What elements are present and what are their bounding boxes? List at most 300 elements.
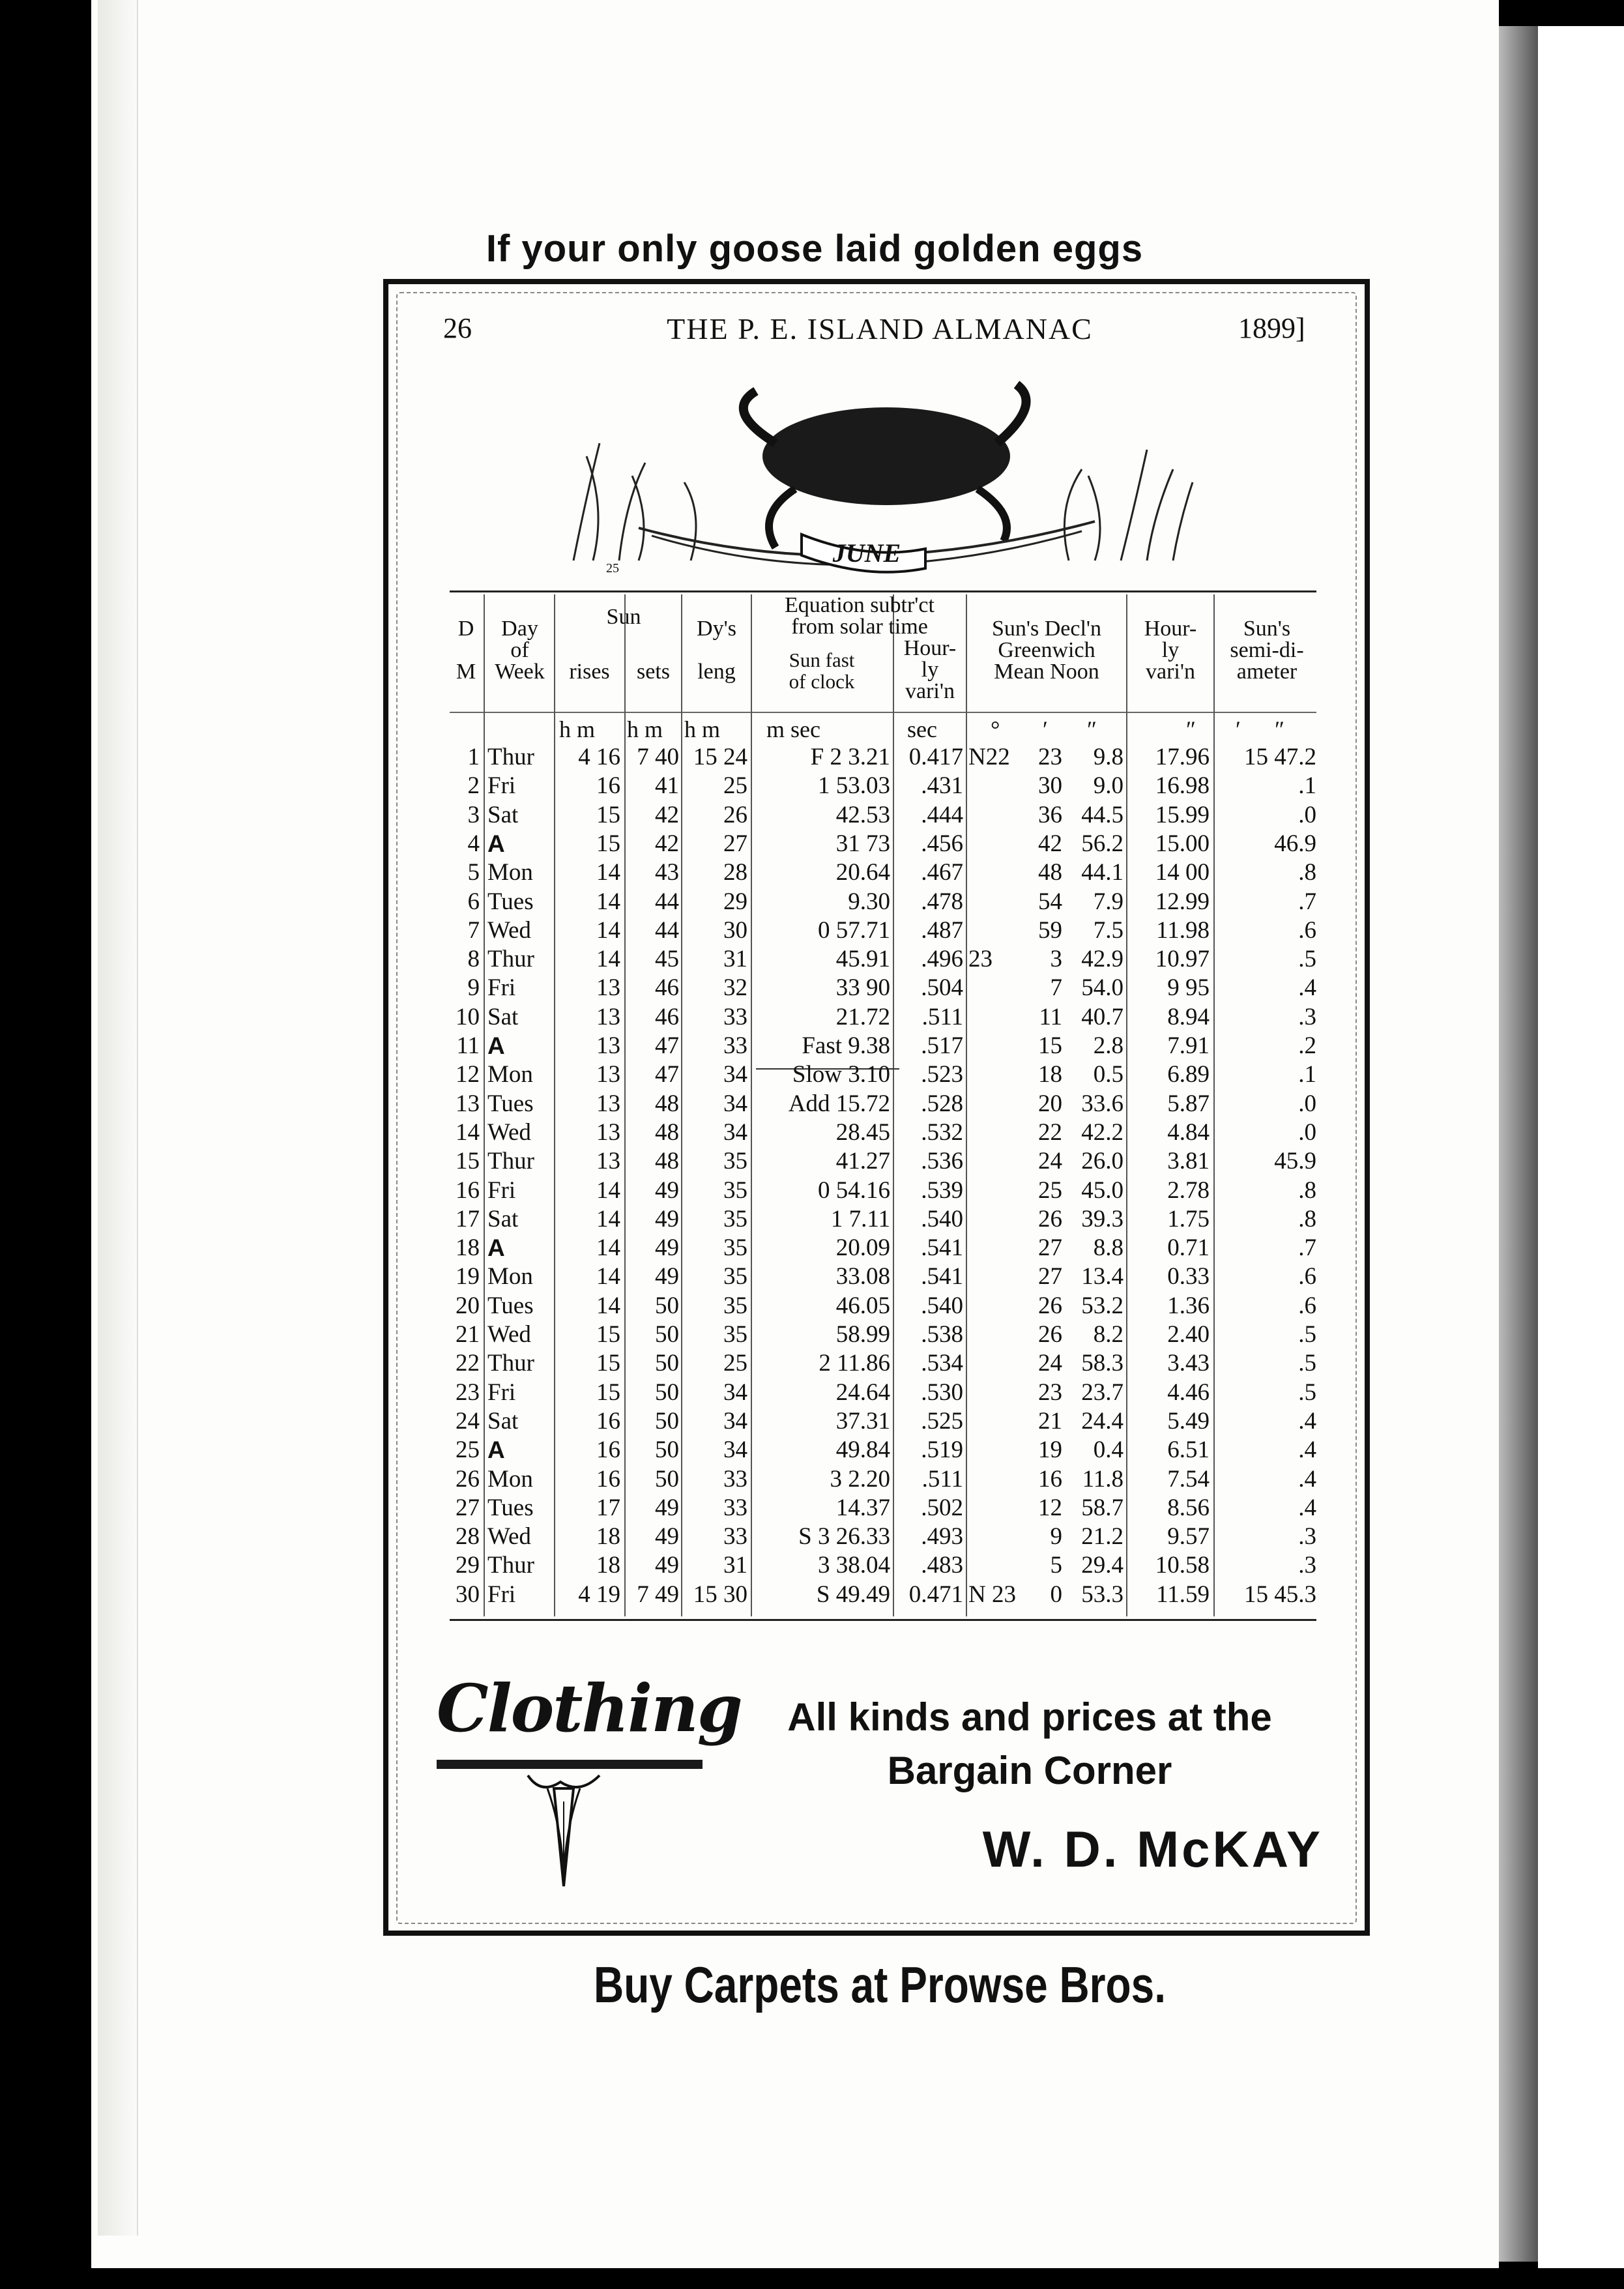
- banner-month-label: JUNE: [832, 538, 901, 568]
- cell-hourly-variation: 7.54: [1167, 1465, 1210, 1493]
- cell-sunrise: 18: [596, 1552, 620, 1579]
- cell-semi-diameter: .5: [1298, 1321, 1316, 1348]
- cell-sunset: 45: [655, 946, 679, 973]
- cell-sunrise: 14: [596, 1263, 620, 1290]
- pen-nib-icon: [521, 1769, 606, 1899]
- cell-sunset: 7 40: [637, 744, 679, 770]
- cell-decl-minutes: 36: [1038, 801, 1062, 828]
- cell-decl-minutes: 30: [1038, 772, 1062, 800]
- cell-decl-minutes: 19: [1038, 1436, 1062, 1464]
- cell-day-length: 34: [723, 1061, 747, 1088]
- page-binding-edge: [98, 0, 138, 2236]
- cell-sunrise: 15: [596, 830, 620, 857]
- cell-day: 12: [456, 1061, 480, 1088]
- cell-semi-diameter: .8: [1298, 1205, 1316, 1232]
- cell-equation-hourly: .496: [921, 946, 963, 973]
- cell-equation-hourly: .540: [921, 1292, 963, 1319]
- cell-day: 18: [456, 1234, 480, 1262]
- cell-equation-hourly: .538: [921, 1321, 963, 1348]
- cell-semi-diameter: .0: [1298, 801, 1316, 828]
- unit-day-length: h m: [684, 716, 721, 742]
- cell-equation: 3 38.04: [818, 1552, 890, 1579]
- unit-semi-sec: ″: [1275, 716, 1284, 742]
- cell-weekday: Wed: [487, 916, 531, 944]
- cell-day: 24: [456, 1407, 480, 1435]
- cell-sunset: 49: [655, 1552, 679, 1579]
- cell-sunrise: 17: [596, 1494, 620, 1521]
- cell-equation: 58.99: [835, 1321, 890, 1348]
- cell-equation-hourly: .517: [921, 1032, 963, 1059]
- cell-semi-diameter: .3: [1298, 1523, 1316, 1551]
- cell-day: 2: [467, 772, 480, 800]
- cell-semi-diameter: .3: [1298, 1003, 1316, 1030]
- cell-semi-diameter: .6: [1298, 1263, 1316, 1290]
- cell-decl-seconds: 9.0: [1093, 772, 1124, 800]
- cell-decl-minutes: 26: [1038, 1205, 1062, 1232]
- page-number: 26: [443, 312, 472, 344]
- cell-weekday: A: [487, 830, 505, 857]
- cell-day-length: 30: [723, 916, 747, 944]
- cell-day-length: 34: [723, 1118, 747, 1146]
- cell-semi-diameter: .2: [1298, 1032, 1316, 1059]
- bottom-advertisement: Buy Carpets at Prowse Bros.: [594, 1956, 1166, 2013]
- cell-day: 28: [456, 1523, 480, 1551]
- cell-equation-hourly: .540: [921, 1205, 963, 1232]
- table-bottom-rule: [450, 1619, 1316, 1621]
- cell-day-length: 29: [723, 888, 747, 915]
- cell-equation: 1 7.11: [830, 1205, 890, 1232]
- table-top-rule: [450, 590, 1316, 592]
- cell-hourly-variation: 0.33: [1167, 1263, 1210, 1290]
- cell-hourly-variation: 10.97: [1155, 946, 1210, 973]
- cell-day-length: 34: [723, 1378, 747, 1406]
- cell-equation: 9.30: [848, 888, 890, 915]
- cell-sunset: 48: [655, 1090, 679, 1117]
- header-day-of-week: Day of Week: [495, 617, 545, 684]
- cell-hourly-variation: 3.81: [1167, 1148, 1210, 1175]
- cell-decl-minutes: 26: [1038, 1321, 1062, 1348]
- cell-sunset: 49: [655, 1176, 679, 1204]
- cell-day: 17: [456, 1205, 480, 1232]
- cell-decl-minutes: 9: [1050, 1523, 1062, 1551]
- cell-decl-seconds: 7.9: [1093, 888, 1124, 915]
- cell-decl-minutes: 23: [1038, 1378, 1062, 1406]
- cell-day: 21: [456, 1321, 480, 1348]
- cell-equation-hourly: .536: [921, 1148, 963, 1175]
- cell-day: 7: [467, 916, 480, 944]
- cell-sunset: 47: [655, 1032, 679, 1059]
- cell-decl-minutes: 24: [1038, 1148, 1062, 1175]
- cell-decl-minutes: 21: [1038, 1407, 1062, 1435]
- cell-day: 19: [456, 1263, 480, 1290]
- cell-decl-minutes: 27: [1038, 1234, 1062, 1262]
- cell-sunrise: 14: [596, 888, 620, 915]
- cell-day-length: 34: [723, 1090, 747, 1117]
- banner-small-number: 25: [606, 561, 619, 576]
- cell-sunrise: 14: [596, 946, 620, 973]
- header-day-of-month: D M: [456, 617, 476, 684]
- cell-decl-seconds: 58.3: [1081, 1350, 1124, 1377]
- cell-weekday: Fri: [487, 1581, 516, 1608]
- cell-day-length: 27: [723, 830, 747, 857]
- unit-minutes: ′: [1043, 716, 1048, 742]
- cell-decl-seconds: 33.6: [1081, 1090, 1124, 1117]
- cell-sunset: 49: [655, 1263, 679, 1290]
- cell-sunrise: 14: [596, 1234, 620, 1262]
- cell-decl-seconds: 7.5: [1093, 916, 1124, 944]
- cell-hourly-variation: 3.43: [1167, 1350, 1210, 1377]
- cell-weekday: Fri: [487, 1378, 516, 1406]
- cell-equation-hourly: .534: [921, 1350, 963, 1377]
- next-page-strip: [1538, 26, 1624, 2268]
- header-sun-fast: Sun fast of clock: [789, 649, 855, 693]
- cell-equation: 0 57.71: [818, 916, 890, 944]
- cell-equation: 49.84: [835, 1436, 890, 1464]
- cell-sunrise: 16: [596, 1465, 620, 1493]
- cell-hourly-variation: 0.71: [1167, 1234, 1210, 1262]
- cell-sunset: 42: [655, 801, 679, 828]
- cell-hourly-variation: 10.58: [1155, 1552, 1210, 1579]
- cell-equation: 37.31: [835, 1407, 890, 1435]
- cell-sunrise: 18: [596, 1523, 620, 1551]
- cell-weekday: Tues: [487, 888, 534, 915]
- cell-sunrise: 16: [596, 1436, 620, 1464]
- cell-hourly-variation: 4.84: [1167, 1118, 1210, 1146]
- cell-semi-diameter: 15 47.2: [1244, 744, 1316, 770]
- cell-day: 3: [467, 801, 480, 828]
- cell-hourly-variation: 6.89: [1167, 1061, 1210, 1088]
- cell-day: 5: [467, 859, 480, 886]
- cell-sunset: 43: [655, 859, 679, 886]
- cell-decl-seconds: 29.4: [1081, 1552, 1124, 1579]
- cell-sunset: 50: [655, 1436, 679, 1464]
- cell-sunset: 44: [655, 916, 679, 944]
- cell-sunrise: 13: [596, 1032, 620, 1059]
- cell-decl-minutes: 59: [1038, 916, 1062, 944]
- cell-decl-minutes: 48: [1038, 859, 1062, 886]
- cell-sunset: 49: [655, 1234, 679, 1262]
- cell-decl-degrees: N 23: [968, 1581, 1016, 1608]
- cell-hourly-variation: 11.59: [1156, 1581, 1210, 1608]
- cell-decl-seconds: 0.5: [1093, 1061, 1124, 1088]
- cell-sunrise: 14: [596, 916, 620, 944]
- cell-hourly-variation: 16.98: [1155, 772, 1210, 800]
- cell-sunrise: 13: [596, 1061, 620, 1088]
- cell-equation: Slow 3.10: [792, 1061, 890, 1088]
- cell-day-length: 33: [723, 1003, 747, 1030]
- cell-sunrise: 13: [596, 974, 620, 1002]
- cell-semi-diameter: .0: [1298, 1090, 1316, 1117]
- cell-hourly-variation: 2.78: [1167, 1176, 1210, 1204]
- cell-day-length: 35: [723, 1263, 747, 1290]
- cell-sunset: 48: [655, 1118, 679, 1146]
- cell-sunrise: 16: [596, 772, 620, 800]
- cell-equation: 33 90: [835, 974, 890, 1002]
- cell-decl-seconds: 23.7: [1081, 1378, 1124, 1406]
- cell-sunset: 50: [655, 1465, 679, 1493]
- cell-equation: 28.45: [835, 1118, 890, 1146]
- cell-sunrise: 4 16: [578, 744, 620, 770]
- cell-equation-hourly: .431: [921, 772, 963, 800]
- cell-day: 23: [456, 1378, 480, 1406]
- cell-sunset: 48: [655, 1148, 679, 1175]
- cell-day-length: 35: [723, 1234, 747, 1262]
- cell-decl-minutes: 42: [1038, 830, 1062, 857]
- cell-sunrise: 14: [596, 1205, 620, 1232]
- cell-day-length: 35: [723, 1321, 747, 1348]
- cell-sunrise: 13: [596, 1118, 620, 1146]
- cell-equation: 20.09: [835, 1234, 890, 1262]
- cell-day: 6: [467, 888, 480, 915]
- cell-decl-minutes: 0: [1050, 1581, 1062, 1608]
- cell-semi-diameter: .8: [1298, 859, 1316, 886]
- cell-weekday: Sat: [487, 1205, 519, 1232]
- cell-day: 26: [456, 1465, 480, 1493]
- cell-hourly-variation: 2.40: [1167, 1321, 1210, 1348]
- unit-degrees: °: [991, 716, 1000, 742]
- cell-decl-seconds: 11.8: [1082, 1465, 1124, 1493]
- cell-day: 25: [456, 1436, 480, 1464]
- cell-sunrise: 14: [596, 1176, 620, 1204]
- cell-day: 15: [456, 1148, 480, 1175]
- cell-hourly-variation: 8.94: [1167, 1003, 1210, 1030]
- cell-day-length: 15 30: [693, 1581, 747, 1608]
- cell-decl-seconds: 24.4: [1081, 1407, 1124, 1435]
- cell-day: 20: [456, 1292, 480, 1319]
- cell-decl-seconds: 40.7: [1081, 1003, 1124, 1030]
- cell-day: 14: [456, 1118, 480, 1146]
- cell-day: 1: [467, 744, 480, 770]
- cell-equation-hourly: .467: [921, 859, 963, 886]
- cell-day: 22: [456, 1350, 480, 1377]
- column-divider: [966, 594, 967, 1616]
- unit-sets: h m: [627, 716, 663, 742]
- cell-decl-minutes: 5: [1050, 1552, 1062, 1579]
- column-divider: [751, 594, 752, 1616]
- cell-sunset: 44: [655, 888, 679, 915]
- cell-day: 11: [456, 1032, 480, 1059]
- cell-hourly-variation: 9.57: [1167, 1523, 1210, 1551]
- cell-sunrise: 13: [596, 1090, 620, 1117]
- cell-sunrise: 15: [596, 801, 620, 828]
- cell-decl-seconds: 56.2: [1081, 830, 1124, 857]
- cell-equation-hourly: .511: [921, 1003, 963, 1030]
- cell-day: 29: [456, 1552, 480, 1579]
- cell-decl-minutes: 12: [1038, 1494, 1062, 1521]
- cell-equation: 33.08: [835, 1263, 890, 1290]
- cell-decl-minutes: 7: [1050, 974, 1062, 1002]
- cell-semi-diameter: .8: [1298, 1176, 1316, 1204]
- cell-sunset: 47: [655, 1061, 679, 1088]
- cell-sunrise: 16: [596, 1407, 620, 1435]
- cell-equation: Add 15.72: [788, 1090, 890, 1117]
- cell-semi-diameter: 15 45.3: [1244, 1581, 1316, 1608]
- cell-decl-seconds: 45.0: [1081, 1176, 1124, 1204]
- cell-weekday: Fri: [487, 772, 516, 800]
- cell-semi-diameter: .5: [1298, 1350, 1316, 1377]
- cell-equation: 41.27: [835, 1148, 890, 1175]
- cell-sunrise: 15: [596, 1321, 620, 1348]
- cell-semi-diameter: .6: [1298, 1292, 1316, 1319]
- cell-day-length: 28: [723, 859, 747, 886]
- cell-day-length: 35: [723, 1205, 747, 1232]
- cell-decl-seconds: 54.0: [1081, 974, 1124, 1002]
- cell-equation-hourly: .525: [921, 1407, 963, 1435]
- cell-day-length: 34: [723, 1407, 747, 1435]
- cell-weekday: A: [487, 1234, 505, 1262]
- cell-equation-hourly: .487: [921, 916, 963, 944]
- cell-semi-diameter: 46.9: [1274, 830, 1316, 857]
- clothing-underline: [437, 1760, 703, 1769]
- cell-day-length: 33: [723, 1465, 747, 1493]
- cell-decl-minutes: 20: [1038, 1090, 1062, 1117]
- cell-semi-diameter: .4: [1298, 1407, 1316, 1435]
- cell-sunrise: 15: [596, 1378, 620, 1406]
- cell-decl-seconds: 26.0: [1081, 1148, 1124, 1175]
- june-crab-illustration: [560, 365, 1206, 580]
- cell-weekday: Wed: [487, 1321, 531, 1348]
- cell-weekday: Thur: [487, 946, 534, 973]
- cell-semi-diameter: .7: [1298, 1234, 1316, 1262]
- cell-sunset: 46: [655, 1003, 679, 1030]
- cell-sunset: 42: [655, 830, 679, 857]
- cell-weekday: Tues: [487, 1090, 534, 1117]
- cell-equation-hourly: .483: [921, 1552, 963, 1579]
- cell-hourly-variation: 4.46: [1167, 1378, 1210, 1406]
- cell-day: 4: [467, 830, 480, 857]
- cell-equation-hourly: .541: [921, 1234, 963, 1262]
- header-declination: Sun's Decl'n Greenwich Mean Noon: [991, 617, 1102, 684]
- cell-day: 10: [456, 1003, 480, 1030]
- cell-equation: 20.64: [835, 859, 890, 886]
- cell-equation-hourly: .502: [921, 1494, 963, 1521]
- cell-sunset: 50: [655, 1407, 679, 1435]
- cell-equation-hourly: .511: [921, 1465, 963, 1493]
- table-header-rule: [450, 712, 1316, 713]
- cell-sunset: 50: [655, 1378, 679, 1406]
- cell-equation: S 49.49: [816, 1581, 890, 1608]
- cell-equation: 45.91: [835, 946, 890, 973]
- cell-sunrise: 13: [596, 1003, 620, 1030]
- cell-equation: F 2 3.21: [810, 744, 890, 770]
- ad-merchant-name: W. D. McKAY: [982, 1820, 1323, 1878]
- cell-sunset: 50: [655, 1321, 679, 1348]
- cell-weekday: Thur: [487, 1148, 534, 1175]
- cell-day-length: 25: [723, 1350, 747, 1377]
- cell-decl-seconds: 58.7: [1081, 1494, 1124, 1521]
- column-divider: [484, 594, 485, 1616]
- cell-equation-hourly: .456: [921, 830, 963, 857]
- cell-weekday: A: [487, 1436, 505, 1464]
- cell-decl-seconds: 9.8: [1093, 744, 1124, 770]
- almanac-title: THE P. E. ISLAND ALMANAC: [667, 312, 1093, 345]
- cell-decl-seconds: 21.2: [1081, 1523, 1124, 1551]
- ad-line-1: All kinds and prices at the: [787, 1695, 1272, 1739]
- cell-semi-diameter: .4: [1298, 974, 1316, 1002]
- cell-equation: 14.37: [835, 1494, 890, 1521]
- cell-semi-diameter: .4: [1298, 1494, 1316, 1521]
- cell-weekday: A: [487, 1032, 505, 1059]
- cell-day-length: 25: [723, 772, 747, 800]
- cell-decl-minutes: 15: [1038, 1032, 1062, 1059]
- cell-equation: 2 11.86: [819, 1350, 890, 1377]
- unit-equation: m sec: [766, 716, 820, 742]
- cell-decl-seconds: 39.3: [1081, 1205, 1124, 1232]
- cell-semi-diameter: .1: [1298, 1061, 1316, 1088]
- unit-hourly-sec: sec: [907, 716, 937, 742]
- clothing-ad-title: Clothing: [437, 1670, 742, 1747]
- cell-equation-hourly: .478: [921, 888, 963, 915]
- cell-decl-degrees: 23: [968, 946, 993, 973]
- cell-hourly-variation: 5.87: [1167, 1090, 1210, 1117]
- header-equation: Equation subtr'ct from solar time: [785, 593, 935, 639]
- cell-hourly-variation: 12.99: [1155, 888, 1210, 915]
- cell-semi-diameter: 45.9: [1274, 1148, 1316, 1175]
- cell-equation: 42.53: [835, 801, 890, 828]
- header-day-length: Dy's leng: [697, 617, 736, 684]
- cell-decl-minutes: 25: [1038, 1176, 1062, 1204]
- header-sun-rises: rises: [569, 660, 610, 684]
- header-hourly-variation: Hour- ly vari'n: [1144, 617, 1197, 684]
- cell-day-length: 35: [723, 1292, 747, 1319]
- cell-semi-diameter: .4: [1298, 1465, 1316, 1493]
- cell-semi-diameter: .3: [1298, 1552, 1316, 1579]
- cell-decl-seconds: 53.3: [1081, 1581, 1124, 1608]
- cell-decl-seconds: 42.9: [1081, 946, 1124, 973]
- cell-weekday: Wed: [487, 1523, 531, 1551]
- cell-decl-degrees: N22: [968, 744, 1010, 770]
- cell-equation-hourly: .504: [921, 974, 963, 1002]
- cell-weekday: Thur: [487, 1350, 534, 1377]
- cell-equation: 1 53.03: [818, 772, 890, 800]
- cell-semi-diameter: .6: [1298, 916, 1316, 944]
- cell-equation-hourly: .532: [921, 1118, 963, 1146]
- cell-hourly-variation: 17.96: [1155, 744, 1210, 770]
- cell-weekday: Sat: [487, 1407, 519, 1435]
- cell-sunset: 46: [655, 974, 679, 1002]
- cell-equation: 24.64: [835, 1378, 890, 1406]
- cell-sunset: 41: [655, 772, 679, 800]
- cell-weekday: Mon: [487, 1061, 533, 1088]
- cell-equation-hourly: .528: [921, 1090, 963, 1117]
- header-semi-diameter: Sun's semi-di- ameter: [1230, 617, 1304, 684]
- header-equation-hourly: Hour- ly vari'n: [903, 636, 957, 703]
- cell-weekday: Thur: [487, 744, 534, 770]
- cell-hourly-variation: 11.98: [1156, 916, 1210, 944]
- cell-equation-hourly: 0.417: [908, 744, 963, 770]
- cell-equation-hourly: .519: [921, 1436, 963, 1464]
- cell-day-length: 35: [723, 1176, 747, 1204]
- cell-semi-diameter: .0: [1298, 1118, 1316, 1146]
- cell-equation-hourly: .444: [921, 801, 963, 828]
- cell-day-length: 31: [723, 946, 747, 973]
- cell-weekday: Mon: [487, 859, 533, 886]
- cell-day-length: 33: [723, 1494, 747, 1521]
- cell-decl-seconds: 8.8: [1093, 1234, 1124, 1262]
- cell-weekday: Thur: [487, 1552, 534, 1579]
- cell-hourly-variation: 5.49: [1167, 1407, 1210, 1435]
- cell-sunset: 50: [655, 1292, 679, 1319]
- cell-equation-hourly: 0.471: [908, 1581, 963, 1608]
- cell-semi-diameter: .5: [1298, 946, 1316, 973]
- cell-day-length: 34: [723, 1436, 747, 1464]
- cell-weekday: Wed: [487, 1118, 531, 1146]
- cell-hourly-variation: 15.99: [1155, 801, 1210, 828]
- cell-equation: 0 54.16: [818, 1176, 890, 1204]
- cell-sunrise: 15: [596, 1350, 620, 1377]
- cell-hourly-variation: 9 95: [1167, 974, 1210, 1002]
- cell-day-length: 33: [723, 1523, 747, 1551]
